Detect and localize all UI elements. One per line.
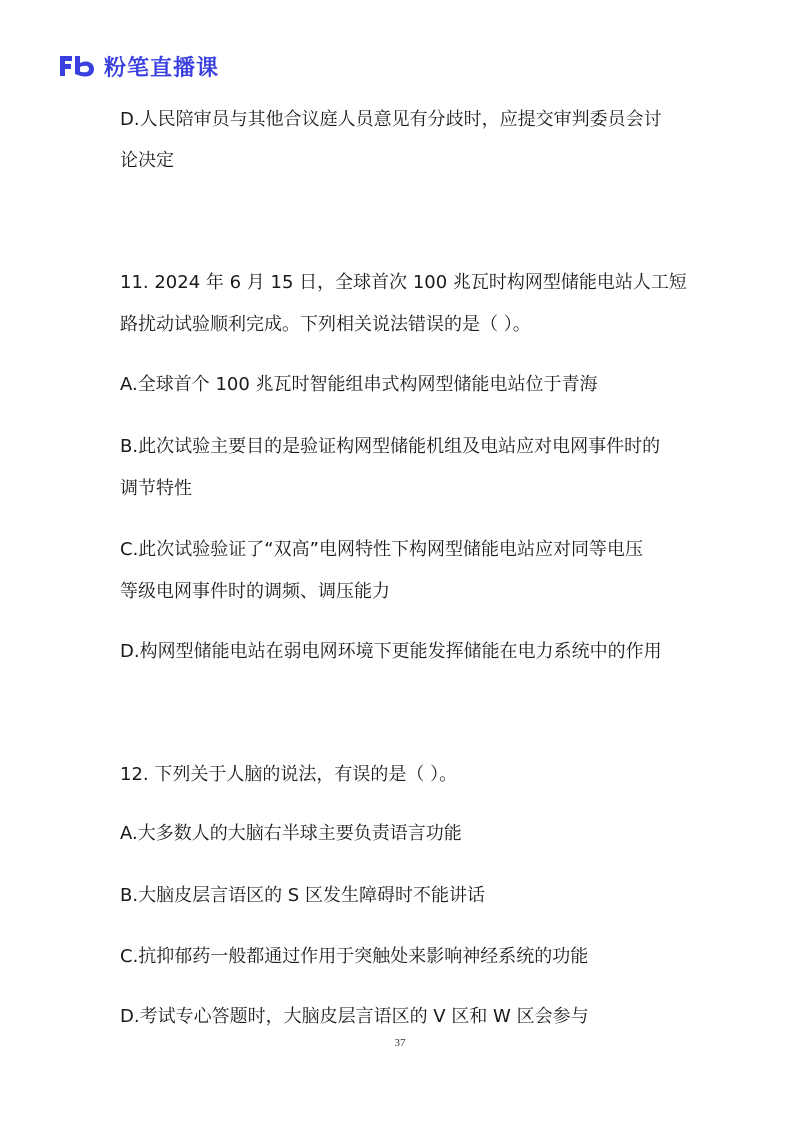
q12-option-d: D.考试专心答题时，大脑皮层言语区的 V 区和 W 区会参与: [120, 1006, 589, 1027]
q11-stem-line1: 11. 2024 年 6 月 15 日，全球首次 100 兆瓦时构网型储能电站人工短: [120, 272, 687, 293]
q11-option-c-line1: C.此次试验验证了“双高”电网特性下构网型储能电站应对同等电压: [120, 539, 643, 560]
q12-option-c: C.抗抑郁药一般都通过作用于突触处来影响神经系统的功能: [120, 946, 589, 967]
prev-option-d-line1: D.人民陪审员与其他合议庭人员意见有分歧时，应提交审判委员会讨: [120, 109, 662, 130]
q11-option-d: D.构网型储能电站在弱电网环境下更能发挥储能在电力系统中的作用: [120, 641, 662, 662]
q12-option-b: B.大脑皮层言语区的 S 区发生障碍时不能讲话: [120, 885, 485, 906]
prev-option-d-line2: 论决定: [120, 150, 174, 171]
fb-logo-icon: [58, 54, 96, 78]
q11-option-b-line2: 调节特性: [120, 478, 192, 499]
q11-option-c-line2: 等级电网事件时的调频、调压能力: [120, 581, 390, 602]
q12-stem: 12. 下列关于人脑的说法，有误的是（ ）。: [120, 764, 458, 785]
q12-option-a: A.大多数人的大脑右半球主要负责语言功能: [120, 823, 462, 844]
brand-name: 粉笔直播课: [104, 55, 220, 81]
header: [58, 50, 219, 82]
q11-stem-line2: 路扰动试验顺利完成。下列相关说法错误的是（ ）。: [120, 314, 531, 335]
q11-option-a: A.全球首个 100 兆瓦时智能组串式构网型储能电站位于青海: [120, 374, 598, 395]
page-number: 37: [394, 1037, 406, 1049]
q11-option-b-line1: B.此次试验主要目的是验证构网型储能机组及电站应对电网事件时的: [120, 436, 661, 457]
